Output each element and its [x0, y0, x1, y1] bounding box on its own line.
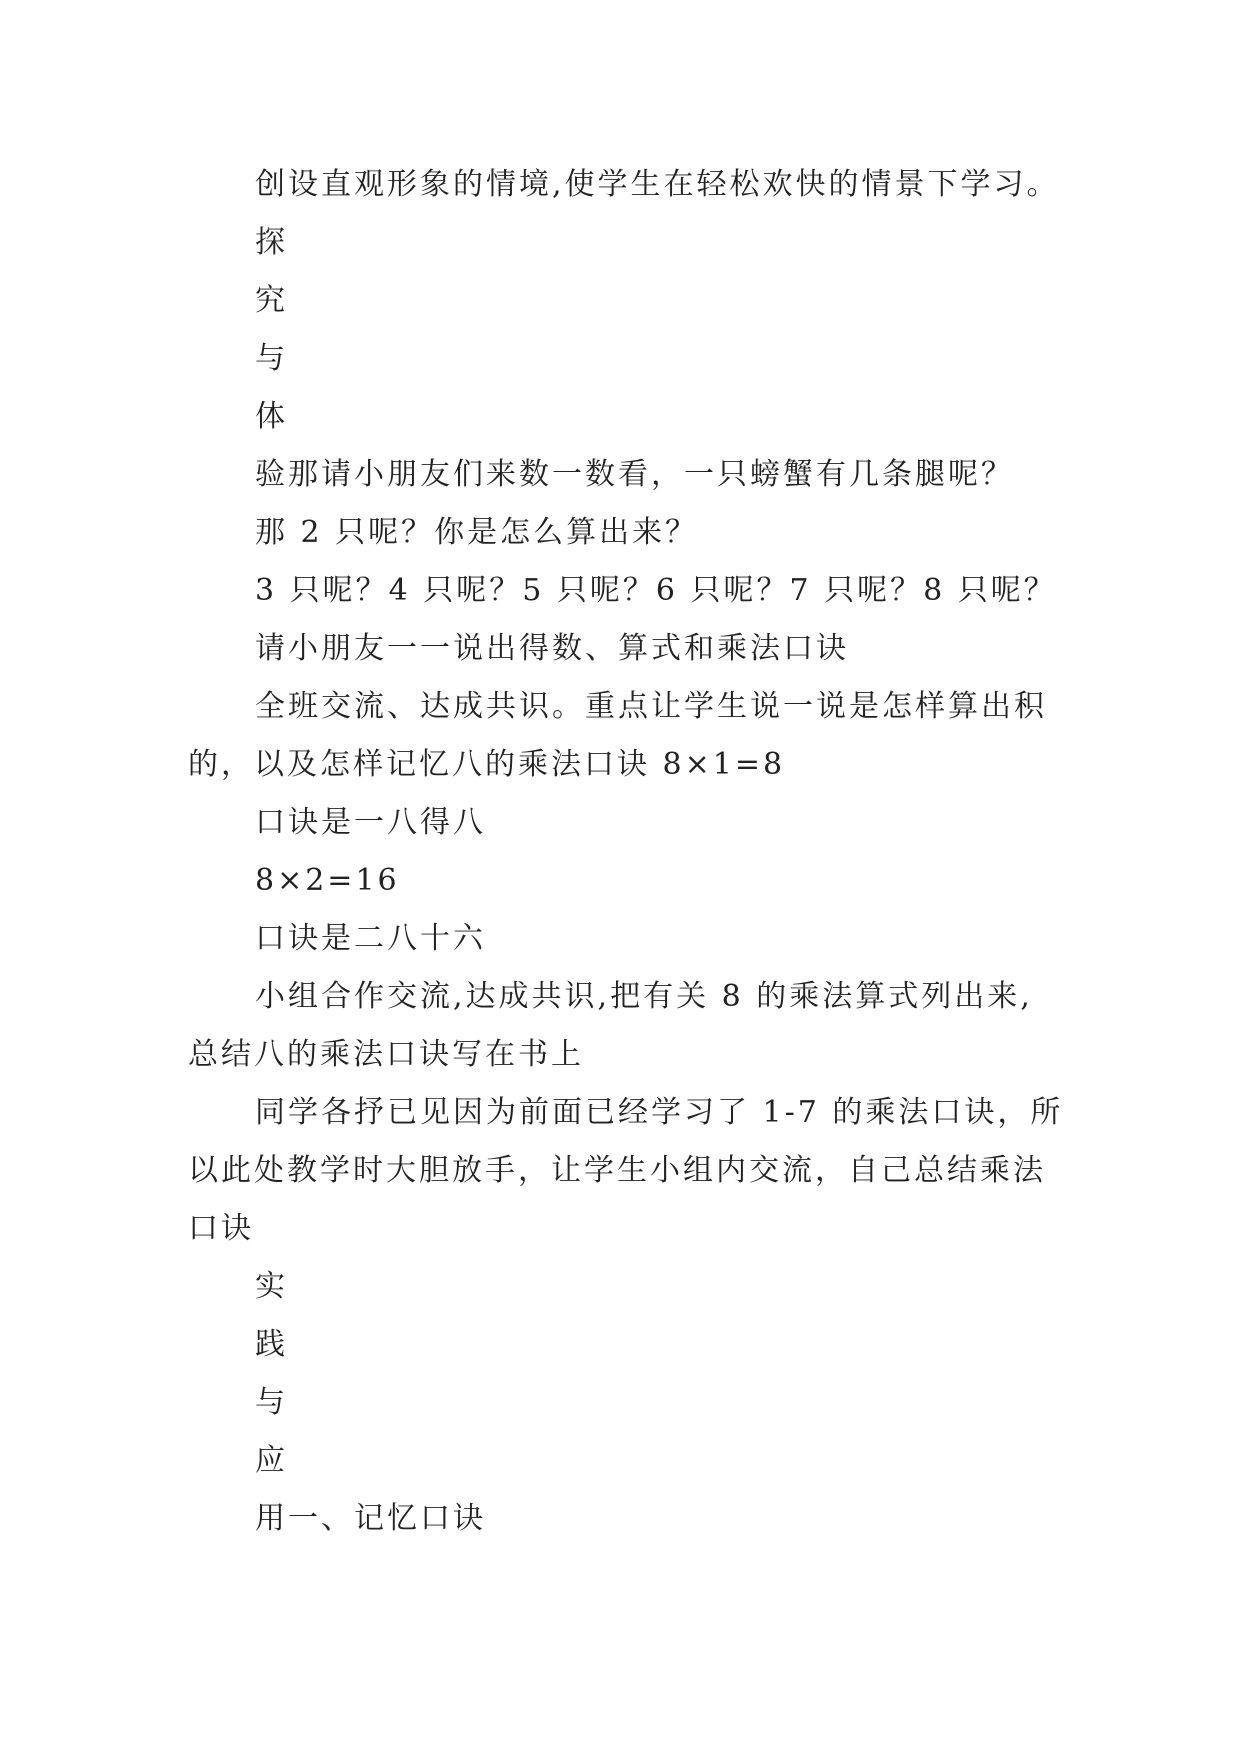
text-line: 以此处教学时大胆放手，让学生小组内交流，自己总结乘法	[188, 1153, 1046, 1188]
text-line: 口诀是一八得八	[255, 805, 486, 840]
text-line: 3 只呢？4 只呢？5 只呢？6 只呢？7 只呢？8 只呢？	[255, 573, 1057, 608]
text-line: 请小朋友一一说出得数、算式和乘法口诀	[255, 631, 849, 666]
text-line: 与	[255, 1385, 288, 1420]
text-line: 同学各抒已见因为前面已经学习了 1-7 的乘法口诀，所	[255, 1095, 1064, 1130]
text-line: 的，以及怎样记忆八的乘法口诀 8×1=8	[188, 747, 786, 782]
text-line: 探	[255, 225, 288, 260]
text-line: 总结八的乘法口诀写在书上	[188, 1037, 584, 1072]
text-line: 应	[255, 1443, 288, 1478]
text-line: 体	[255, 399, 288, 434]
text-line: 践	[255, 1327, 288, 1362]
text-line: 与	[255, 341, 288, 376]
text-line: 那 2 只呢？你是怎么算出来？	[255, 515, 699, 550]
text-line: 用一、记忆口诀	[255, 1501, 486, 1536]
text-line: 8×2=16	[255, 863, 400, 898]
text-line: 小组合作交流,达成共识,把有关 8 的乘法算式列出来,	[255, 979, 1033, 1014]
text-line: 验那请小朋友们来数一数看，一只螃蟹有几条腿呢？	[255, 457, 1014, 492]
text-line: 实	[255, 1269, 288, 1304]
text-line: 究	[255, 283, 288, 318]
text-line: 口诀	[188, 1211, 254, 1246]
text-line: 口诀是二八十六	[255, 921, 486, 956]
text-line: 创设直观形象的情境,使学生在轻松欢快的情景下学习。	[255, 167, 1060, 202]
text-line: 全班交流、达成共识。重点让学生说一说是怎样算出积	[255, 689, 1047, 724]
